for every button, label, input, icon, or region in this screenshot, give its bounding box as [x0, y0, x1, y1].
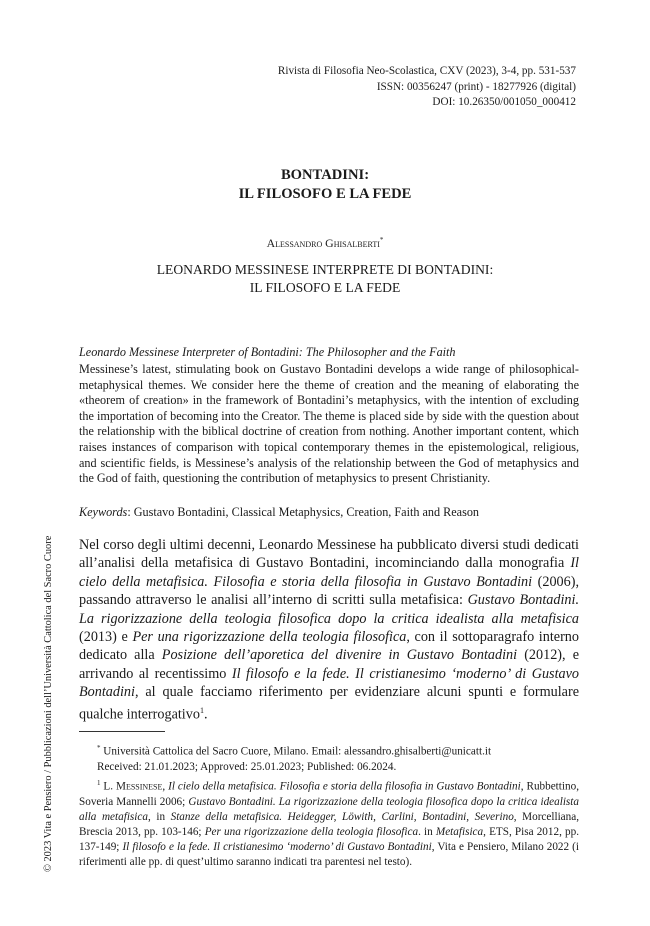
article-title-line-2: IL FILOSOFO E LA FEDE: [238, 186, 412, 202]
body-text-run: (2006), passando attraverso le analisi all’interno di scritti sulla metafisica:: [79, 573, 579, 609]
footnote-affiliation: [97, 741, 579, 775]
article-subtitle: [0, 261, 650, 297]
footnote-mark: *: [97, 744, 101, 752]
article-title: [0, 166, 650, 204]
copyright-sidebar: © 2023 Vita e Pensiero / Pubblicazioni dell’Università Cattolica del Sacro Cuore: [43, 535, 54, 872]
abstract-text: Messinese’s latest, stimulating book on Gustavo Bontadini develops a wide range of philosophical-metaphysical themes. We consider here the theme of creation and the meaning of elaborating the «theorem of creation» in the framework of Bontadini’s metaphysics, with the intention of excluding the importation of becoming into the Creator. The theme is placed side by side with the question about the relationship with the biblical doctrine of creation from nothing. Another important content, which raises instances of comparison with topical contemporary themes in the epistemological, religious, and scientific fields, is Messinese’s analysis of the relationship between the God of metaphysics and the God of faith, questioning the contribution of metaphysics to present Christianity.: [79, 362, 579, 486]
journal-header: [278, 64, 576, 111]
footnote-affiliation-line: [97, 741, 579, 760]
footnote-text-run: , Rubbettino, Soveria Mannelli 2006;: [79, 780, 579, 808]
article-title-line-1: BONTADINI:: [280, 167, 370, 183]
footnote-text-run: , in: [147, 810, 171, 823]
author-name: Alessandro Ghisalberti: [266, 236, 380, 250]
keywords-list: : Gustavo Bontadini, Classical Metaphysics, Creation, Faith and Reason: [127, 505, 480, 519]
article-subtitle-line-1: LEONARDO MESSINESE INTERPRETE DI BONTADINI:: [156, 262, 494, 277]
footnote-rule: [79, 731, 165, 732]
body-paragraph: [79, 536, 579, 724]
body-title-ref: Il cielo della metafisica. Filosofia e storia della filosofia in Gustavo Bontadini: [79, 555, 579, 590]
issn-line: ISSN: 00356247 (print) - 18277926 (digital): [376, 80, 576, 93]
footnote-author: L. Messinese: [100, 780, 163, 793]
body-title-ref: Il filosofo e la fede. Il cristianesimo ‘moderno’ di Gustavo Bontadini: [79, 665, 579, 701]
author-note-mark: *: [379, 236, 384, 245]
keywords-label: Keywords: [79, 505, 128, 519]
footnote-text-run: , Vita e Pensiero, Milano 2022 (i riferimenti alle pp. di quest’ultimo saranno indicati tra parentesi nel testo).: [79, 840, 579, 868]
footnote-text-run: . in: [418, 825, 436, 838]
abstract-title: Leonardo Messinese Interpreter of Bontadini: The Philosopher and the Faith: [79, 345, 456, 359]
body-text-run: (2013) e: [79, 629, 133, 646]
footnote-references: [79, 776, 579, 870]
keywords-line: [79, 505, 579, 520]
body-text-run: Nel corso degli ultimi decenni, Leonardo Messinese ha pubblicato diversi studi dedicati all’analisi della metafisica di Gustavo Bontadini, incominciando dalla monografia: [79, 537, 579, 572]
footnote-mark: 1: [97, 779, 101, 787]
footnote-title-ref: Metafisica: [435, 825, 484, 838]
affiliation-email: Università Cattolica del Sacro Cuore, Milano. Email: alessandro.ghisalberti@unicatt.it: [100, 745, 492, 758]
article-subtitle-line-2: IL FILOSOFO E LA FEDE: [249, 280, 401, 295]
body-text-run: .: [203, 706, 208, 723]
footnote-text-run: ,: [162, 780, 169, 793]
body-title-ref: Per una rigorizzazione della teologia filosofica: [132, 629, 407, 646]
footnote-title-ref: Stanze della metafisica. Heidegger, Löwith, Carlini, Bontadini, Severino: [170, 810, 514, 823]
footnote-title-ref: Gustavo Bontadini. La rigorizzazione della teologia filosofica dopo la critica idealista alla metafisica: [79, 795, 579, 823]
footnote-text-run: , ETS, Pisa 2012, pp. 137-149;: [79, 825, 580, 853]
body-title-ref: Posizione dell’aporetica del divenire in Gustavo Bontadini: [161, 647, 518, 664]
body-text-run: , con il sottoparagrafo interno dedicato alla: [79, 629, 579, 664]
footnote-title-ref: Per una rigorizzazione della teologia filosofica: [204, 825, 419, 838]
footnote-ref: 1: [199, 705, 204, 715]
footnote-title-ref: Il filosofo e la fede. Il cristianesimo ‘moderno’ di Gustavo Bontadini: [122, 840, 432, 853]
journal-citation: Rivista di Filosofia Neo-Scolastica, CXV (2023), 3-4, pp. 531-537: [277, 65, 576, 77]
footnote-text-run: , Morcelliana, Brescia 2013, pp. 103-146;: [79, 810, 580, 838]
footnote-dates: Received: 21.01.2023; Approved: 25.01.2023; Published: 06.2024.: [97, 760, 397, 773]
doi-line: DOI: 10.26350/001050_000412: [432, 96, 576, 108]
body-title-ref: Gustavo Bontadini. La rigorizzazione della teologia filosofica dopo la critica idealista alla metafisica: [79, 592, 580, 627]
body-text-run: , al quale facciamo riferimento per evidenziare alcuni spunti e formulare qualche interrogativo: [79, 684, 579, 723]
author-line: [0, 236, 650, 251]
footnote-title-ref: Il cielo della metafisica. Filosofia e storia della filosofia in Gustavo Bontadini: [168, 780, 521, 793]
body-text-run: (2012), e arrivando al recentissimo: [79, 647, 579, 682]
